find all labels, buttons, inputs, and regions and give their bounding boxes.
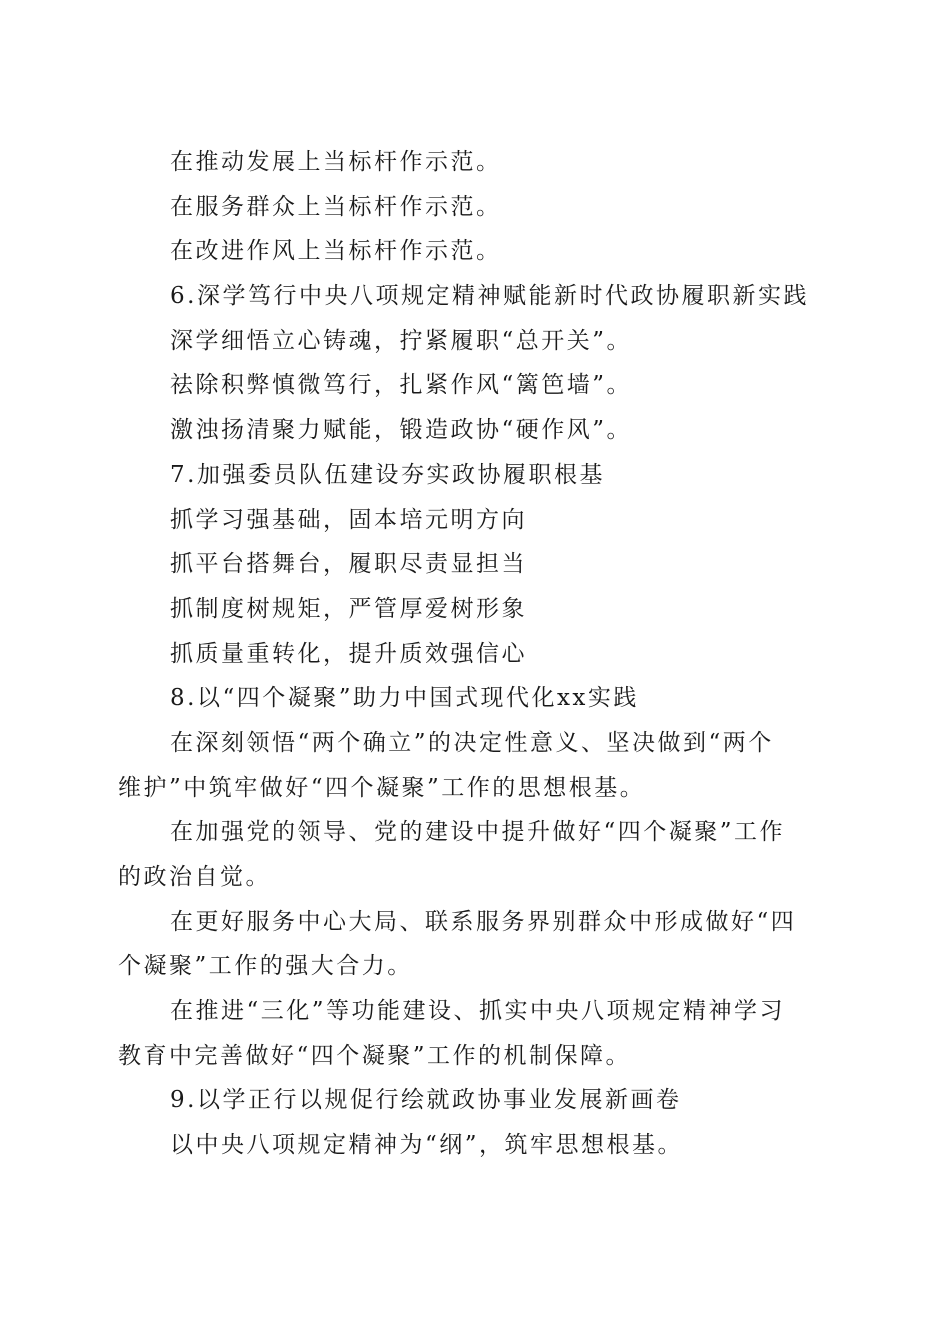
section-heading-9: 9.以学正行以规促行绘就政协事业发展新画卷 — [170, 1087, 682, 1114]
paragraph-line-continued: 教育中完善做好“四个凝聚”工作的机制保障。 — [118, 1042, 632, 1069]
paragraph-line: 在服务群众上当标杆作示范。 — [170, 193, 502, 220]
paragraph-line: 在深刻领悟“两个确立”的决定性意义、坚决做到“两个 — [170, 729, 774, 756]
paragraph-line: 深学细悟立心铸魂，拧紧履职“总开关”。 — [170, 327, 633, 354]
document-body — [118, 140, 828, 1168]
paragraph-line: 在改进作风上当标杆作示范。 — [170, 238, 502, 265]
paragraph-line: 在推动发展上当标杆作示范。 — [170, 149, 502, 175]
section-heading-8: 8.以“四个凝聚”助力中国式现代化xx实践 — [170, 685, 639, 712]
section-heading-7: 7.加强委员队伍建设夯实政协履职根基 — [170, 461, 605, 488]
paragraph-line: 在加强党的领导、党的建设中提升做好“四个凝聚”工作 — [170, 819, 786, 846]
paragraph-line: 抓平台搭舞台，履职尽责显担当 — [170, 551, 527, 578]
paragraph-line: 以中央八项规定精神为“纲”，筑牢思想根基。 — [170, 1132, 684, 1159]
paragraph-line: 抓质量重转化，提升质效强信心 — [170, 640, 527, 667]
paragraph-line-continued: 维护”中筑牢做好“四个凝聚”工作的思想根基。 — [118, 774, 646, 801]
paragraph-line: 在推进“三化”等功能建设、抓实中央八项规定精神学习 — [170, 998, 786, 1025]
section-heading-6: 6.深学笃行中央八项规定精神赋能新时代政协履职新实践 — [170, 283, 809, 310]
paragraph-line: 抓制度树规矩，严管厚爱树形象 — [170, 595, 527, 622]
paragraph-line: 激浊扬清聚力赋能，锻造政协“硬作风”。 — [170, 417, 633, 444]
paragraph-line-continued: 个凝聚”工作的强大合力。 — [118, 953, 413, 980]
paragraph-line: 祛除积弊慎微笃行，扎紧作风“篱笆墙”。 — [170, 372, 633, 399]
paragraph-line: 在更好服务中心大局、联系服务界别群众中形成做好“四 — [170, 908, 797, 935]
paragraph-line: 抓学习强基础，固本培元明方向 — [170, 506, 527, 533]
paragraph-line-continued: 的政治自觉。 — [118, 864, 271, 890]
